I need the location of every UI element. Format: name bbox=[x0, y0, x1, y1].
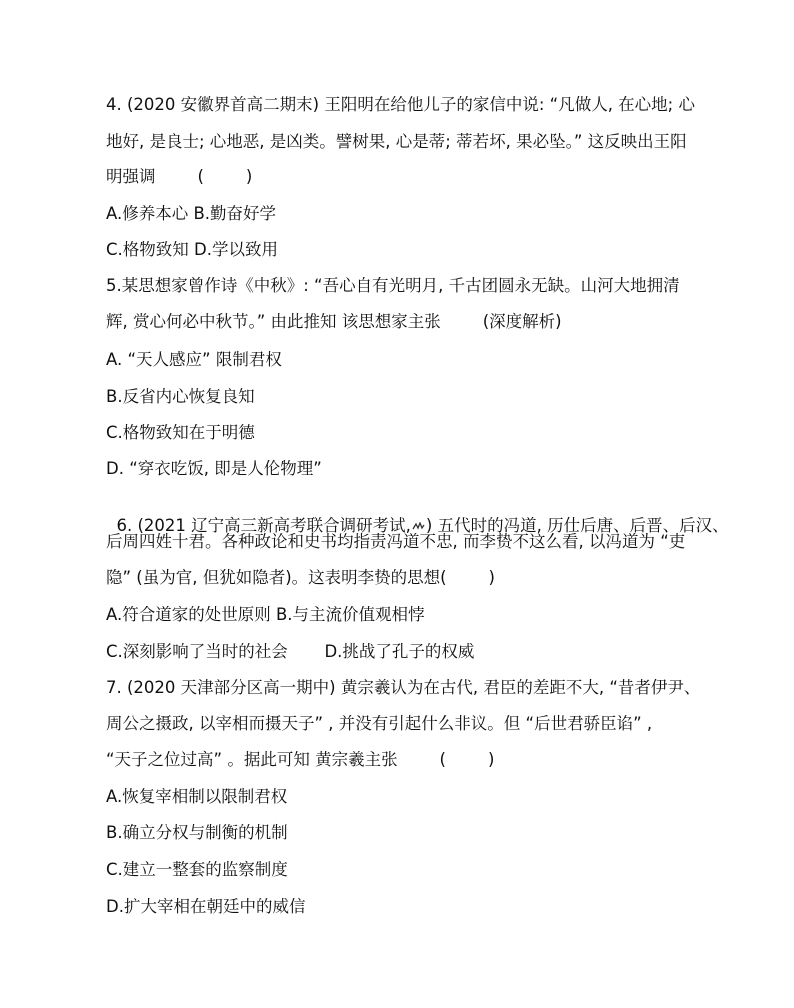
question-5-option-c: C.格物致知在于明德 bbox=[106, 423, 255, 442]
question-6-line-2: 后周四姓十君。各种政论和史书均指责冯道不忠, 而李贽不这么看, 以冯道为 “吏 bbox=[106, 532, 686, 551]
question-7-option-d: D.扩大宰相在朝廷中的威信 bbox=[106, 897, 306, 916]
question-6-line-1 bbox=[106, 496, 729, 536]
question-4-option-line-2: C.格物致知 D.学以致用 bbox=[106, 240, 278, 259]
question-4-line-1: 4. (2020 安徽界首高二期末) 王阳明在给他儿子的家信中说: “凡做人, 在心地; 心 bbox=[106, 95, 695, 114]
question-7-option-b: B.确立分权与制衡的机制 bbox=[106, 823, 288, 842]
question-6-option-line-2: C.深刻影响了当时的社会 D.挑战了孔子的权威 bbox=[106, 642, 475, 661]
question-4-line-3: 明强调 ( ) bbox=[106, 167, 253, 186]
question-5-option-b: B.反省内心恢复良知 bbox=[106, 387, 255, 406]
question-5-option-a: A. “天人感应” 限制君权 bbox=[106, 350, 282, 369]
question-6-line-1-suffix: ) 五代时的冯道, 历仕后唐、后晋、后汉、 bbox=[425, 516, 729, 535]
question-5-line-2: 辉, 赏心何必中秋节。” 由此推知 该思想家主张 (深度解析) bbox=[106, 312, 562, 331]
question-5-line-1: 5.某思想家曾作诗《中秋》: “吾心自有光明月, 千古团圆永无缺。山河大地拥清 bbox=[106, 276, 680, 295]
question-7-option-c: C.建立一整套的监察制度 bbox=[106, 860, 288, 879]
question-7-line-1: 7. (2020 天津部分区高一期中) 黄宗羲认为在古代, 君臣的差距不大, “昔者伊尹、 bbox=[106, 678, 701, 697]
question-4-option-line-1: A.修养本心 B.勤奋好学 bbox=[106, 204, 277, 223]
question-6-line-1-prefix: 6. (2021 辽宁高三新高考联合调研考试, bbox=[116, 516, 411, 535]
question-4-line-2: 地好, 是良士; 心地恶, 是凶类。譬树果, 心是蒂; 蒂若坏, 果必坠。” 这反映出王阳 bbox=[106, 132, 687, 151]
question-6-line-3: 隐” (虽为官, 但犹如隐者)。这表明李贽的思想( ) bbox=[106, 568, 495, 587]
question-5-option-d: D. “穿衣吃饭, 即是人伦物理” bbox=[106, 459, 322, 478]
question-7-option-a: A.恢复宰相制以限制君权 bbox=[106, 787, 288, 806]
question-7-line-2: 周公之摄政, 以宰相而摄天子” , 并没有引起什么非议。但 “后世君骄臣谄” , bbox=[106, 714, 653, 733]
question-7-line-3: “天子之位过高” 。据此可知 黄宗羲主张 ( ) bbox=[106, 750, 495, 769]
question-6-option-line-1: A.符合道家的处世原则 B.与主流价值观相悖 bbox=[106, 605, 425, 624]
difficulty-star-icon bbox=[412, 522, 425, 531]
